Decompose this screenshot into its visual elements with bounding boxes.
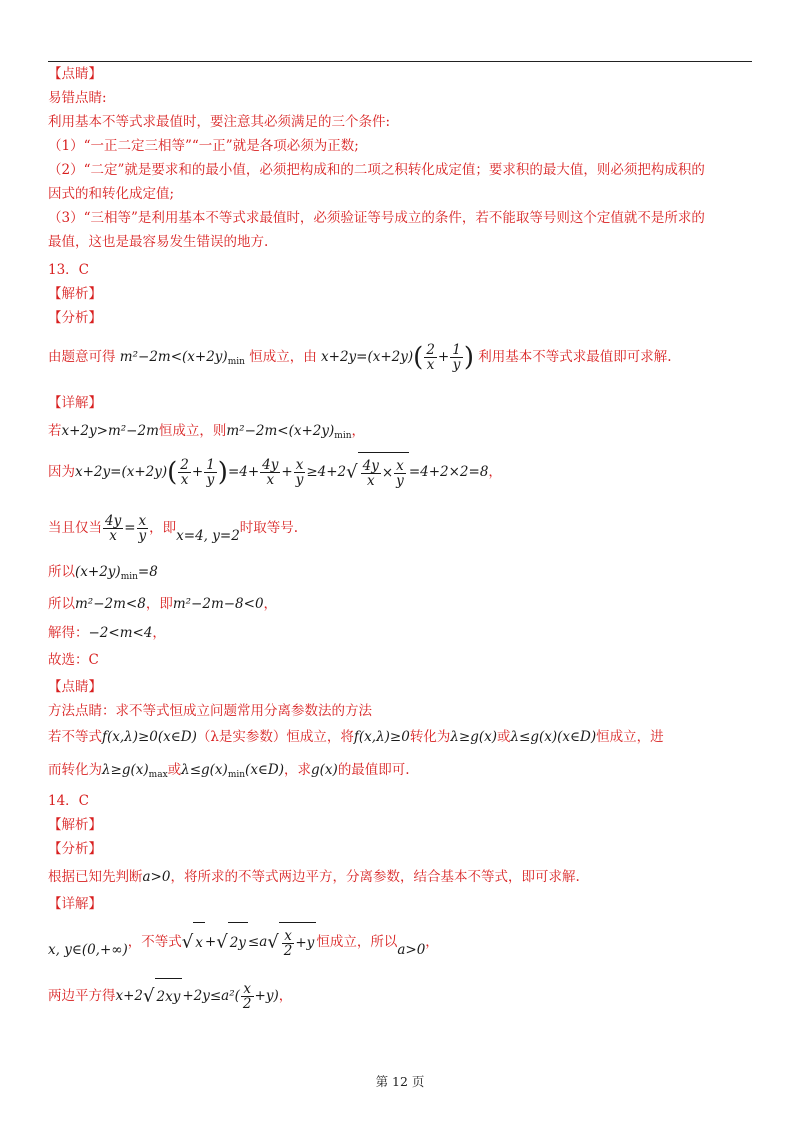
q13-fenxi-line — [48, 340, 752, 379]
q13-number: 13．C — [48, 262, 90, 278]
text: 转化为 — [409, 729, 451, 745]
q13-detail-4 — [48, 562, 752, 587]
text: ， — [351, 423, 365, 439]
text: ，将所求的不等式两边平方，分离参数，结合基本不等式，即可求解. — [170, 869, 580, 885]
text: 若 — [48, 423, 62, 439]
math-expr: x=4, y=2 — [176, 528, 240, 544]
math-expr: f(x,λ)≥0 — [353, 729, 410, 745]
q13-jiexi: 【解析】 — [48, 286, 102, 302]
text: 所以 — [48, 596, 75, 612]
text: ， — [278, 988, 293, 1004]
math-expr: x+2y=(x+2y)( $\frac{2}{x}$ + $\frac{1}{y}$ )=4+ $\frac{4y}{x}$ + $\frac{x}{y}$ ≥4+2√ $\frac{4y}{x}$ × $\frac{x}{y}$ =4+2×2=8 — [75, 464, 488, 480]
text: ，即 — [145, 596, 173, 612]
math-expr: x+2y>m²−2m — [61, 423, 159, 439]
q13-method-line-1 — [48, 727, 752, 747]
text: 若不等式 — [48, 729, 102, 745]
text: 恒成立，则 — [158, 423, 227, 439]
text: 因为 — [48, 464, 75, 480]
text: 或 — [497, 729, 511, 745]
q13-detail-3 — [48, 510, 752, 546]
item-1: （1）“一正二定三相等”“一正”就是各项必须为正数; — [48, 138, 359, 154]
math-expr: λ≤g(x)(x∈D) — [510, 729, 597, 745]
text: ，即 — [149, 520, 177, 536]
math-expr: x, y∈(0,+∞) — [48, 942, 128, 958]
item-3b: 最值，这也是最容易发生错误的地方. — [48, 234, 269, 250]
math-expr: f(x,λ)≥0(x∈D) — [102, 729, 197, 745]
page-footer: 第 12 页 — [375, 1074, 425, 1089]
math-expr: x+2y=(x+2y)( $\frac{2}{x}$ + $\frac{1}{y}$ ) — [321, 342, 474, 373]
text: 恒成立，由 — [249, 349, 317, 365]
q13-fenxi: 【分析】 — [48, 310, 102, 326]
q13-xiangjie: 【详解】 — [48, 395, 102, 411]
text: 或 — [167, 762, 182, 778]
heading-dianjing: 【点睛】 — [48, 66, 102, 82]
q14-detail-2 — [48, 978, 752, 1015]
text: ， — [152, 625, 166, 641]
text: 所以 — [48, 564, 75, 580]
math-expr: a>0 — [397, 942, 426, 958]
text: 恒成立，进 — [596, 729, 664, 745]
q13-method: 方法点睛：求不等式恒成立问题常用分离参数法的方法 — [48, 703, 372, 719]
q13-detail-6 — [48, 623, 752, 643]
math-expr: $m^2-2m<(x+2y)_{min}$ — [119, 349, 245, 367]
math-expr: λ≥g(x) — [450, 729, 497, 745]
text: ， — [488, 464, 502, 480]
intro-text: 利用基本不等式求最值时，要注意其必须满足的三个条件: — [48, 114, 391, 130]
q14-jiexi: 【解析】 — [48, 817, 102, 833]
q14-number: 14．C — [48, 793, 90, 809]
math-expr: g(x) — [311, 762, 338, 778]
q14-detail-1 — [48, 922, 752, 963]
text: 恒成立，所以 — [316, 934, 398, 950]
math-expr: m²−2m−8<0 — [172, 596, 264, 612]
math-expr: $(x+2y)_{min}=8$ — [75, 564, 158, 582]
q13-detail-2 — [48, 452, 752, 493]
text: 两边平方得 — [48, 988, 116, 1004]
q13-dianjing: 【点睛】 — [48, 679, 102, 695]
q14-xiangjie: 【详解】 — [48, 896, 102, 912]
text: ，求 — [284, 762, 312, 778]
item-3a: （3）“三相等”是利用基本不等式求最值时，必须验证等号成立的条件，若不能取等号则这个定值就不是所求的 — [48, 210, 705, 226]
label-yicuo: 易错点睛: — [48, 90, 107, 106]
text: 当且仅当 — [48, 520, 102, 536]
math-expr: $\lambda\le g(x)_{min}(x\in D)$ — [181, 762, 285, 780]
q14-fenxi: 【分析】 — [48, 841, 102, 857]
q13-method-line-2 — [48, 760, 752, 785]
text: 的最值即可. — [337, 762, 410, 778]
math-expr: $\frac{4y}{x}$ = $\frac{x}{y}$ — [105, 513, 147, 544]
header-rule — [48, 61, 752, 62]
text: 利用基本不等式求最值即可求解. — [478, 349, 672, 365]
math-expr: $\lambda\ge g(x)_{max}$ — [102, 762, 168, 780]
text: （λ是实参数）恒成立，将 — [196, 729, 354, 745]
math-expr: $m^2-2m<(x+2y)_{min}$ — [226, 423, 352, 441]
q14-fenxi-line — [48, 867, 752, 887]
item-2a: （2）“二定”就是要求和的最小值，必须把构成和的二项之积转化成定值；要求积的最大值，则必须把构成积的 — [48, 162, 705, 178]
math-expr: x+2√ 2xy +2y≤a²( $\frac{x}{2}$ +y) — [116, 988, 279, 1004]
text: 根据已知先判断 — [48, 869, 143, 885]
math-expr: a>0 — [142, 869, 171, 885]
q13-detail-1 — [48, 421, 752, 446]
text: ， — [263, 596, 278, 612]
text: 而转化为 — [48, 762, 102, 778]
math-expr: −2<m<4 — [88, 625, 153, 641]
text: ， — [425, 934, 439, 950]
math-expr: m²−2m<8 — [75, 596, 146, 612]
q13-detail-5 — [48, 594, 752, 614]
item-2b: 因式的和转化成定值; — [48, 186, 175, 202]
text: ，不等式 — [127, 934, 182, 950]
text: 时取等号. — [239, 520, 299, 536]
q13-answer: 故选：C — [48, 652, 99, 668]
math-expr: √ x +√ 2y ≤a√ $\frac{x}{2}$ +y — [182, 934, 317, 950]
text: 解得： — [48, 625, 89, 641]
text: 由题意可得 — [48, 349, 116, 365]
